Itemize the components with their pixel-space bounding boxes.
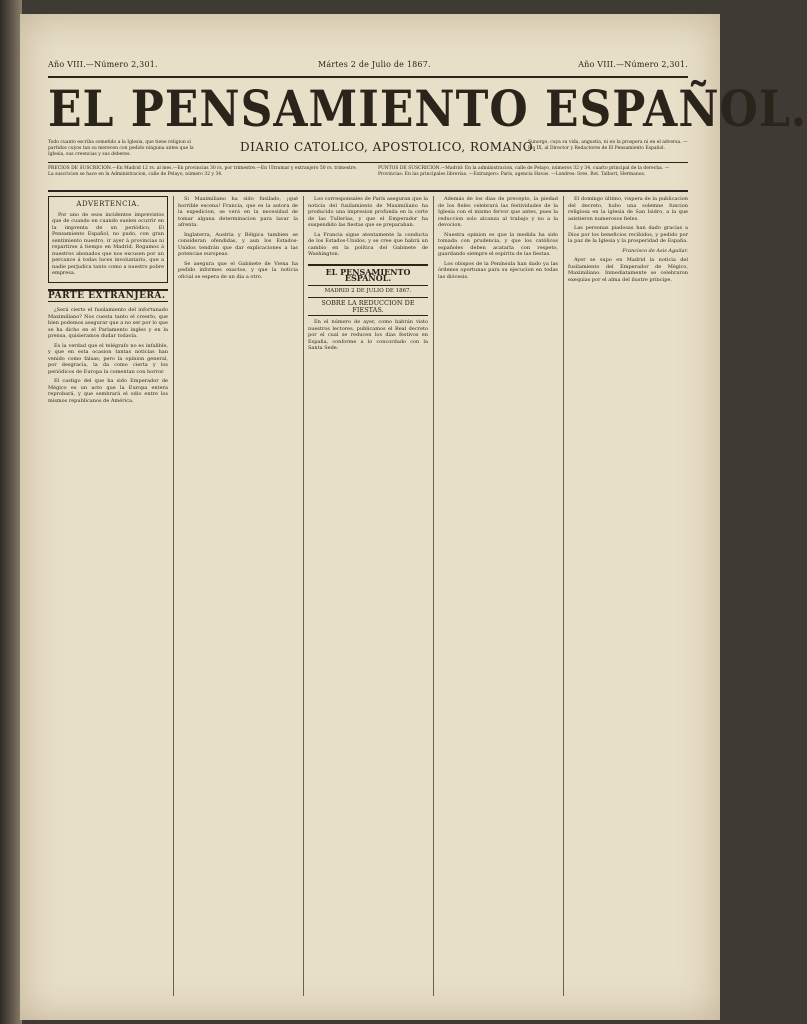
column-5 xyxy=(568,196,688,996)
article-title: SOBRE LA REDUCCION DE FIESTAS. xyxy=(308,297,428,316)
paragraph: Es la verdad que el telégrafo no es infalible, y que en esta ocasion tantas noticias han venido como falsas; pero la opinion general, por desgracia, la da como cierta y los periódicos de Europa la comentan con horror. xyxy=(48,342,168,375)
header-line xyxy=(48,60,688,74)
notice-title: ADVERTENCIA. xyxy=(76,200,140,208)
subtitle-rule xyxy=(48,162,688,163)
paragraph: Si Maximiliano ha sido fusilado, ¡qué horrible escena! Francia, que es la autora de la expedicion, se verá en la necesidad de tomar alguna determinacion para lavar la afrenta. xyxy=(178,196,298,228)
header-rule xyxy=(48,76,688,78)
section-heading: PARTE EXTRANJERA. xyxy=(48,289,168,303)
paragraph: En el número de ayer, como habrán visto nuestros lectores, publicamos el Real decreto por el cual se reducen los dias festivos en España, conforme a lo concordado con la Santa Sede. xyxy=(308,319,428,351)
issue-date: Mártes 2 de Julio de 1867. xyxy=(318,60,431,69)
right-epigraph: Sunorgo, cuya su vida, angustia, ni en la prospera ni en el adversa. —Pio IX, al Director y Redactores de El Pensamiento Español. xyxy=(528,140,688,151)
paragraph: El domingo último, vispera de la publicacion del decreto, hubo una solemne funcion religiosa en la iglesia de San Isidro, a la que asistieron numerosos fieles. xyxy=(568,196,688,222)
subtitle-line xyxy=(48,138,688,160)
column-3 xyxy=(308,196,428,996)
left-epigraph: Todo cuanto escriba sometido a la Iglesia, que tiene religion si partidos cuyos tan su merecen con pedido ninguna antes que la Iglesia, sus creencias y sus deberes. xyxy=(48,140,194,157)
paragraph: Los corresponsales de París aseguran que la noticia del fusilamiento de Maximiliano ha producido una impresion profunda en la corte de las Tullerías, y que el Emperador ha suspendido las fiestas que se preparaban. xyxy=(308,196,428,228)
tagline: DIARIO CATOLICO, APOSTOLICO, ROMANO. xyxy=(240,140,537,154)
column-2 xyxy=(178,196,298,996)
book-binding xyxy=(0,0,22,1024)
subscription-prices: PRECIOS DE SUSCRICION.—En Madrid 12 rs. al mes.—En provincias 30 rs. por trimestre.—En Ultramar y extranjero 50 rs. trimestre. La suscricion se hace en la Administracion, calle de Pelayo, número 32 y 34. xyxy=(48,166,358,177)
column-4 xyxy=(438,196,558,996)
editorial-date: MADRID 2 DE JULIO DE 1867. xyxy=(324,287,412,294)
masthead-title: EL PENSAMIENTO ESPAÑOL. xyxy=(48,81,807,139)
notice-box xyxy=(48,196,168,283)
issue-number-right: Año VIII.—Número 2,301. xyxy=(578,60,688,69)
paragraph: Inglaterra, Austria y Bélgica tambien se consideran ofendidas, y aun los Estados-Unidos tendrán que dar explicaciones a las potencias europeas. xyxy=(178,231,298,257)
column-divider xyxy=(433,196,434,996)
terms-rule xyxy=(48,190,688,192)
paragraph: Las personas piadosas han dado gracias a Dios por los beneficios recibidos, y pedido por la paz de la Iglesia y la prosperidad de España. xyxy=(568,225,688,244)
column-1 xyxy=(48,196,168,996)
paragraph: El castigo del que ha sido Emperador de Mégico es un acto que la Europa entera reprobará, y que sembrará el odio entre los mismos republicanos de América. xyxy=(48,378,168,404)
subscription-terms xyxy=(48,166,688,186)
paragraph: Los obispos de la Península han dado ya las órdenes oportunas para su ejecucion en todas las diócesis. xyxy=(438,260,558,280)
column-divider xyxy=(563,196,564,996)
signature: Francisco de Asis Aguilar. xyxy=(622,247,688,254)
paragraph: Nuestra opinion es que la medida ha sido tomada con prudencia, y que los católicos españoles deben acatarla con respeto, guardando siempre el espíritu de las fiestas. xyxy=(438,231,558,257)
column-divider xyxy=(173,196,174,996)
notice-text: Por uno de esos incidentes imprevistos que de cuando en cuando suelen ocurrir en la imprenta de un periódico, El Pensamiento Español, no pudo, con gran sentimiento nuestro, ir ayer á provincias ni repartirse á tiempo en Madrid. Rogamos á nuestros abonados que nos excusen por un percance á todas luces involuntario, que a nadie perjudica tanto como a nuestro pobre empresa. xyxy=(52,211,164,276)
paragraph: Se asegura que el Gabinete de Viena ha pedido informes exactos, y que la noticia oficial se espera de un dia a otro. xyxy=(178,260,298,280)
editorial-masthead: EL PENSAMIENTO ESPAÑOL. xyxy=(308,264,428,286)
paragraph: La Francia sigue atentamente la conducta de los Estados-Unidos, y se cree que habrá un cambio en la política del Gabinete de Washington. xyxy=(308,231,428,257)
column-divider xyxy=(303,196,304,996)
paragraph: ¿Será cierto el fusilamiento del infortunado Maximiliano? Nos cuesta tanto el creerlo, que bien podemos asegurar que a no ser por lo que se ha dicho en el Parlamento ingles y en la prensa, quisieramos dudar todavía. xyxy=(48,307,168,339)
paragraph: Además de los dias de precepto, la piedad de los fieles celebrará las festividades de la Iglesia con el mismo fervor que antes, pues la reduccion solo alcanza al trabajo y no a la devocion. xyxy=(438,196,558,228)
subscription-points: PUNTOS DE SUSCRICION.—Madrid: En la administracion, calle de Pelayo, números 32 y 34, cuarto principal de la derecha. —Provincias: En las principales librerías. —Extranjero: París, agencia Havas. —Londres: Sres. Rot. Talbort, Hermanos. xyxy=(378,166,670,177)
issue-number-left: Año VIII.—Número 2,301. xyxy=(48,60,158,69)
paragraph: Ayer se supo en Madrid la noticia del fusilamiento del Emperador de Mégico, Maximiliano. Inmediatamente se celebraron exequias por el alma del ilustre príncipe. xyxy=(568,257,688,283)
